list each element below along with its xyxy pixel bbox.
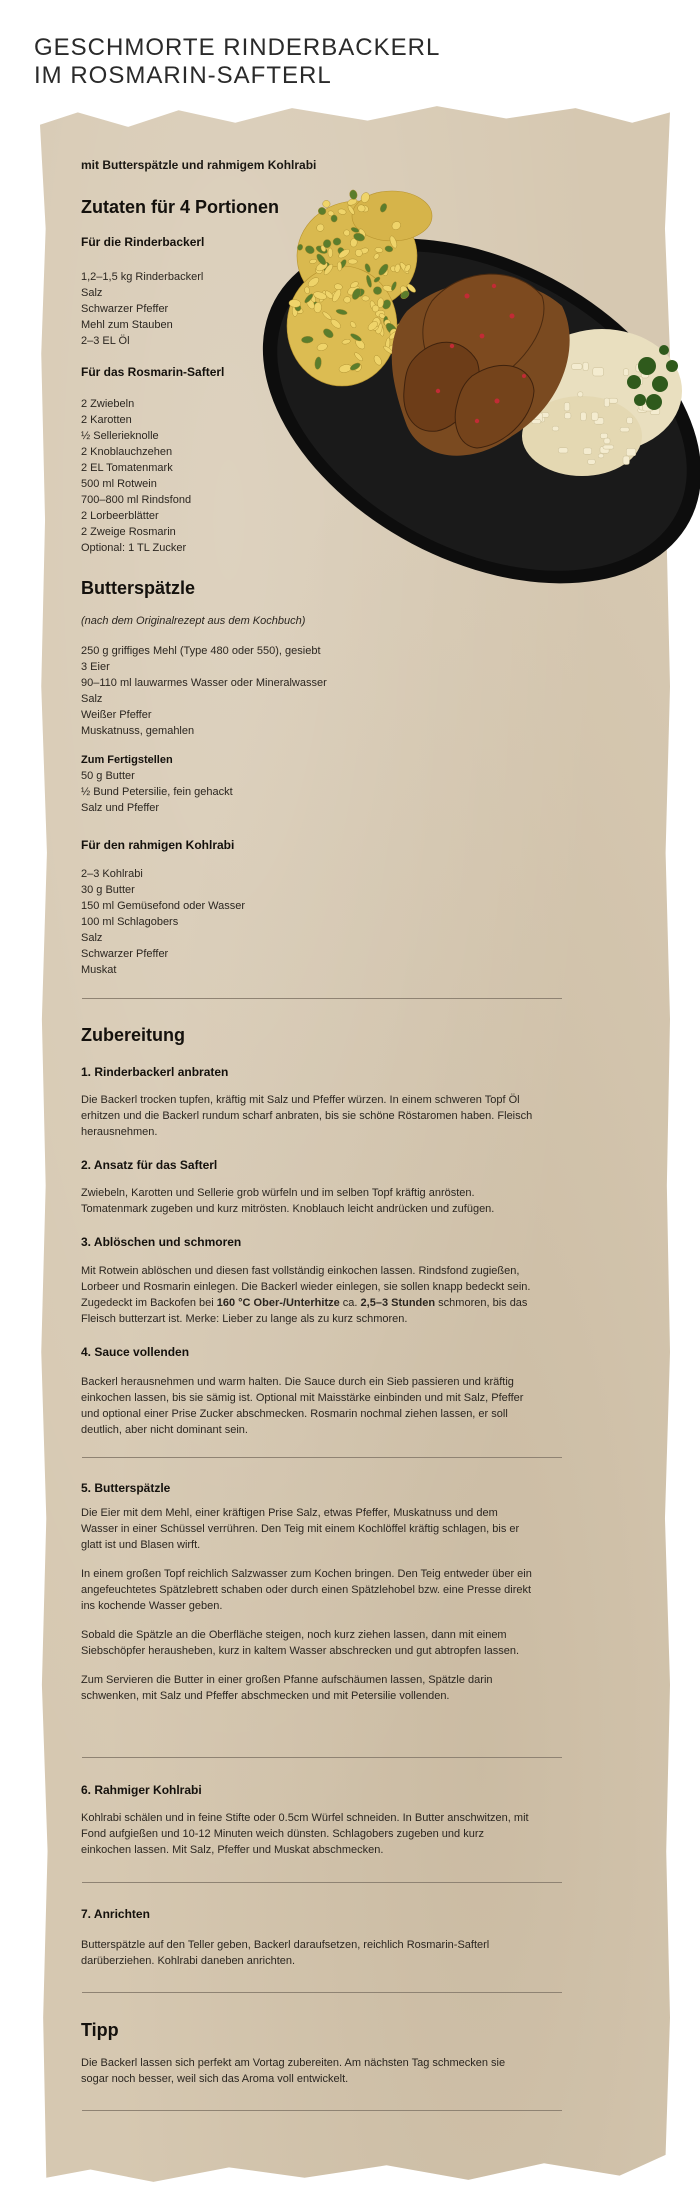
divider — [82, 2110, 562, 2111]
text-line: Zum Servieren die Butter in einer großen Pfanne aufschäumen lassen, Spätzle darin — [81, 1674, 493, 1686]
safterl-list — [81, 396, 561, 556]
text-line: Sobald die Spätzle an die Oberfläche steigen, noch kurz ziehen lassen, dann mit einem — [81, 1629, 507, 1641]
step-7-text — [81, 1937, 581, 1969]
kohlrabi-heading: Für den rahmigen Kohlrabi — [81, 838, 235, 852]
text-line: darüberziehen. Kohlrabi daneben anrichten. — [81, 1955, 296, 1967]
text-line: schwenken, mit Salz und Pfeffer abschmecken und mit Petersilie vollenden. — [81, 1690, 450, 1702]
list-item: 50 g Butter — [81, 770, 135, 782]
text-line: Die Backerl lassen sich perfekt am Vortag zubereiten. Am nächsten Tag schmecken sie — [81, 2057, 506, 2069]
text-line: Kohlrabi schälen und in feine Stifte oder 0.5cm Würfel schneiden. In Butter anschwitzen, mit — [81, 1812, 529, 1824]
list-item: 2 Zweige Rosmarin — [81, 526, 176, 538]
text-line: Siebschöpfer herausheben, kurz in kaltem Wasser abschrecken und gut abtropfen lassen. — [81, 1645, 520, 1657]
text-span: ca. — [339, 1297, 361, 1309]
list-item: 100 ml Schlagobers — [81, 916, 179, 928]
list-item: 150 ml Gemüsefond oder Wasser — [81, 900, 246, 912]
text-line: glatt ist und Blasen wirft. — [81, 1539, 201, 1551]
list-item: Salz — [81, 287, 103, 299]
tip-text — [81, 2055, 581, 2087]
step-5-text-4 — [81, 1672, 581, 1704]
divider — [82, 1992, 562, 1993]
list-item: Muskat — [81, 964, 117, 976]
text-line: Fond aufgießen und 10-12 Minuten weich dünsten. Schlagobers zugeben und kurz — [81, 1828, 484, 1840]
list-item: 2 EL Tomatenmark — [81, 462, 173, 474]
text-line: angefeuchtetes Spätzlebrett schaben oder durch einen Spätzlehobel bzw. eine Presse direkt — [81, 1584, 532, 1596]
list-item: Weißer Pfeffer — [81, 709, 152, 721]
ingredients-heading: Zutaten für 4 Portionen — [81, 197, 279, 217]
list-item: 2 Lorbeerblätter — [81, 510, 159, 522]
subtitle: mit Butterspätzle und rahmigem Kohlrabi — [81, 158, 317, 172]
text-line: herausnehmen. — [81, 1126, 158, 1138]
list-item: ½ Sellerieknolle — [81, 430, 159, 442]
step-5-text-3 — [81, 1627, 581, 1659]
step-1-text — [81, 1092, 581, 1140]
list-item: Salz — [81, 693, 103, 705]
backerl-list — [81, 269, 561, 349]
step-5-text-2 — [81, 1566, 581, 1614]
divider — [82, 1757, 562, 1758]
spaetzle-note: (nach dem Originalrezept aus dem Kochbuch) — [81, 615, 306, 627]
text-line: Fleisch butterzart ist. Merke: Lieber zu lange als zu kurz schmoren. — [81, 1313, 408, 1325]
preparation-heading: Zubereitung — [81, 1025, 185, 1045]
list-item: 90–110 ml lauwarmes Wasser oder Mineralwasser — [81, 677, 327, 689]
text-line: Lorbeer und Rosmarin einlegen. Die Backerl wieder einlegen, sie sollen knapp bedeckt sein. — [81, 1281, 531, 1293]
list-item: 2 Zwiebeln — [81, 398, 135, 410]
text-line: Zwiebeln, Karotten und Sellerie grob würfeln und im selben Topf kräftig anrösten. — [81, 1187, 475, 1199]
text-line: erhitzen und die Backerl rundum scharf anbraten, bis sie schöne Röstaromen haben. Fleisch — [81, 1110, 533, 1122]
list-item: Muskatnuss, gemahlen — [81, 725, 195, 737]
text-line: deutlich, aber nicht dominant sein. — [81, 1424, 248, 1436]
list-item: 3 Eier — [81, 661, 110, 673]
safterl-heading: Für das Rosmarin-Safterl — [81, 365, 225, 379]
step-2-title: 2. Ansatz für das Safterl — [81, 1158, 218, 1172]
list-item: 500 ml Rotwein — [81, 478, 157, 490]
list-item: 30 g Butter — [81, 884, 135, 896]
step-5-title: 5. Butterspätzle — [81, 1481, 171, 1495]
text-line: sogar noch besser, weil sich das Aroma voll entwickelt. — [81, 2073, 349, 2085]
text-line: und optional einer Prise Zucker abschmecken. Rosmarin nochmal ziehen lassen, er soll — [81, 1408, 508, 1420]
text-line: Die Backerl trocken tupfen, kräftig mit Salz und Pfeffer würzen. In einem schweren Topf Öl — [81, 1094, 520, 1106]
step-4-text — [81, 1374, 581, 1438]
backerl-heading: Für die Rinderbackerl — [81, 235, 205, 249]
title-line-2: IM ROSMARIN-SAFTERL — [34, 62, 332, 89]
list-item: 700–800 ml Rindsfond — [81, 494, 192, 506]
temperature-bold: 160 °C Ober-/Unterhitze — [216, 1297, 340, 1309]
text-line: einkochen lassen. Mit Salz, Pfeffer und Muskat abschmecken. — [81, 1844, 384, 1856]
divider — [82, 1457, 562, 1458]
list-item: Salz und Pfeffer — [81, 802, 160, 814]
tip-heading: Tipp — [81, 2020, 119, 2040]
text-line: Mit Rotwein ablöschen und diesen fast vollständig einkochen lassen. Rindsfond zugießen, — [81, 1265, 520, 1277]
list-item: Schwarzer Pfeffer — [81, 948, 169, 960]
text-line: Butterspätzle auf den Teller geben, Backerl daraufsetzen, reichlich Rosmarin-Safterl — [81, 1939, 490, 1951]
list-item: ½ Bund Petersilie, fein gehackt — [81, 786, 233, 798]
step-3-text — [81, 1263, 581, 1327]
divider — [82, 998, 562, 999]
text-line: Backerl herausnehmen und warm halten. Die Sauce durch ein Sieb passieren und kräftig — [81, 1376, 514, 1388]
kohlrabi-list — [81, 866, 561, 978]
title-line-1: GESCHMORTE RINDERBACKERL — [34, 34, 441, 61]
step-5-text-1 — [81, 1505, 581, 1553]
list-item: 250 g griffiges Mehl (Type 480 oder 550), gesiebt — [81, 645, 321, 657]
step-7-title: 7. Anrichten — [81, 1907, 150, 1921]
divider — [82, 1882, 562, 1883]
text-line: In einem großen Topf reichlich Salzwasser zum Kochen bringen. Den Teig entweder über ein — [81, 1568, 532, 1580]
step-6-text — [81, 1810, 581, 1858]
duration-bold: 2,5–3 Stunden — [360, 1297, 436, 1309]
list-item: 2 Knoblauchzehen — [81, 446, 173, 458]
list-item: 2–3 Kohlrabi — [81, 868, 143, 880]
list-item: 2 Karotten — [81, 414, 132, 426]
spaetzle-heading: Butterspätzle — [81, 578, 196, 598]
finish-heading: Zum Fertigstellen — [81, 754, 173, 766]
list-item: Salz — [81, 932, 103, 944]
text-line: Wasser in einer Schüssel verrühren. Den Teig mit einem Kochlöffel kräftig schlagen, bis er — [81, 1523, 520, 1535]
text-line: ins kochende Wasser geben. — [81, 1600, 223, 1612]
finish-list — [81, 768, 561, 816]
text-line: Tomatenmark zugeben und kurz mitrösten. Knoblauch leicht andrücken und zufügen. — [81, 1203, 495, 1215]
text-line: Die Eier mit dem Mehl, einer kräftigen Prise Salz, etwas Pfeffer, Muskatnuss und dem — [81, 1507, 498, 1519]
page-title — [34, 34, 440, 90]
text-line — [81, 1295, 581, 1311]
list-item: 2–3 EL Öl — [81, 335, 130, 347]
text-line: einkochen lassen, bis sie sämig ist. Optional mit Maisstärke einbinden und mit Salz, Pfeffer — [81, 1392, 524, 1404]
list-item: 1,2–1,5 kg Rinderbackerl — [81, 271, 204, 283]
list-item: Mehl zum Stauben — [81, 319, 173, 331]
step-6-title: 6. Rahmiger Kohlrabi — [81, 1783, 202, 1797]
text-span: Zugedeckt im Backofen bei — [81, 1297, 217, 1309]
step-4-title: 4. Sauce vollenden — [81, 1345, 190, 1359]
text-span: schmoren, bis das — [435, 1297, 528, 1309]
step-2-text — [81, 1185, 581, 1217]
step-3-title: 3. Ablöschen und schmoren — [81, 1235, 242, 1249]
list-item: Schwarzer Pfeffer — [81, 303, 169, 315]
spaetzle-list — [81, 643, 561, 739]
list-item: Optional: 1 TL Zucker — [81, 542, 187, 554]
step-1-title: 1. Rinderbackerl anbraten — [81, 1065, 229, 1079]
